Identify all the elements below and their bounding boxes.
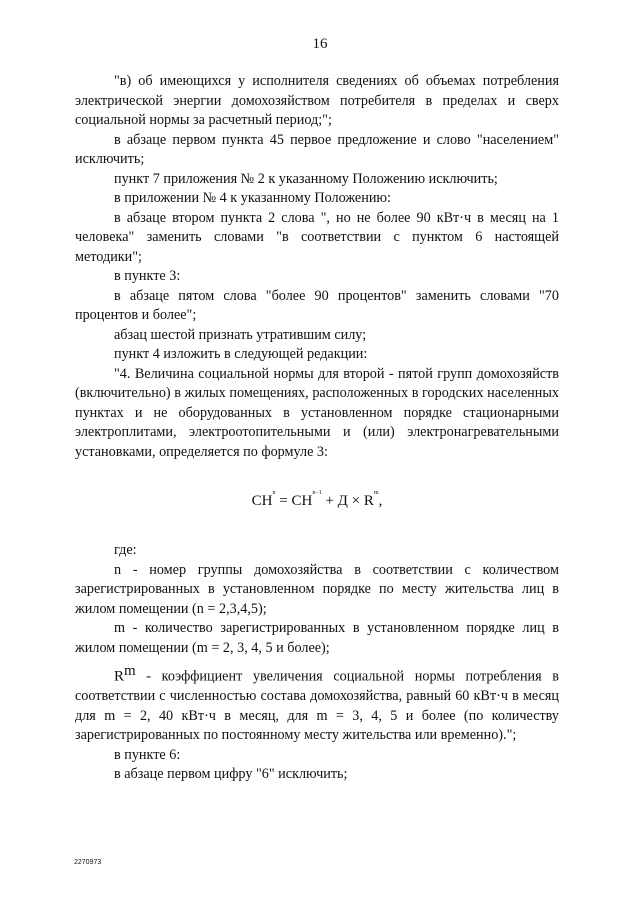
rm-symbol: R bbox=[114, 668, 125, 685]
paragraph: пункт 7 приложения № 2 к указанному Положению исключить; bbox=[114, 170, 498, 187]
formula-rhs2-sup: m bbox=[373, 490, 379, 496]
paragraph: абзац шестой признать утратившим силу; bbox=[114, 326, 367, 343]
formula-lhs: СН bbox=[251, 493, 273, 509]
where-label: где: bbox=[114, 542, 137, 558]
formula-rhs2: R bbox=[363, 493, 374, 509]
formula-rhs1-sup: n−1 bbox=[312, 490, 322, 496]
formula-lhs-sup: n bbox=[272, 490, 276, 496]
paragraph: "4. Величина социальной нормы для второй - пятой групп домохозяйств (включительно) в жилых помещениях, расположенных в городских населенных пунктах и не оборудованных в установленном порядке стационарными электроплитами, электроотопительными и (или) электронагревательными установками, определяется по формуле 3: bbox=[75, 365, 559, 460]
definition-n: n - номер группы домохозяйства в соответствии с количеством зарегистрированных в установленном порядке по месту жительства лиц в жилом помещении (n = 2,3,4,5); bbox=[75, 561, 559, 617]
paragraph: в абзаце втором пункта 2 слова ", но не более 90 кВт·ч в месяц на 1 человека" заменить словами "в соответствии с пунктом 6 настоящей методики"; bbox=[75, 209, 559, 265]
paragraph: в пункте 3: bbox=[114, 268, 181, 284]
paragraph: в абзаце пятом слова "более 90 процентов" заменить словами "70 процентов и более"; bbox=[75, 287, 559, 323]
rm-text: - коэффициент увеличения социальной нормы потребления в соответствии с численностью состава домохозяйства, равный 60 кВт·ч в месяц для m = 2, 40 кВт·ч в месяц, для m = 3, 4, 5 и более (по количеству зарегистрированных по постоянному месту жительства или временно)."; bbox=[75, 668, 559, 744]
document-body bbox=[75, 72, 559, 785]
formula-plus: + Д × bbox=[325, 493, 361, 509]
formula-end: , bbox=[378, 493, 383, 509]
paragraph: "в) об имеющихся у исполнителя сведениях об объемах потребления электрической энергии домохозяйством потребителя в пределах и сверх социальной нормы за расчетный период;"; bbox=[75, 73, 559, 128]
paragraph: в пункте 6: bbox=[114, 746, 181, 763]
formula-rhs1: СН bbox=[291, 493, 313, 509]
formula-3 bbox=[75, 462, 559, 541]
paragraph: в абзаце первом цифру "6" исключить; bbox=[114, 766, 348, 783]
definition-rm bbox=[75, 662, 559, 746]
definition-m: m - количество зарегистрированных в установленном порядке лиц в жилом помещении (m = 2, 3, 4, 5 и более); bbox=[75, 620, 559, 656]
rm-sup: m bbox=[124, 663, 136, 679]
page-number: 16 bbox=[312, 36, 328, 52]
paragraph: в приложении № 4 к указанному Положению: bbox=[114, 190, 391, 206]
document-id: 2270973 bbox=[74, 859, 102, 866]
paragraph: в абзаце первом пункта 45 первое предложение и слово "населением" исключить; bbox=[75, 131, 559, 167]
paragraph: пункт 4 изложить в следующей редакции: bbox=[114, 346, 368, 362]
formula-eq: = bbox=[279, 493, 288, 509]
